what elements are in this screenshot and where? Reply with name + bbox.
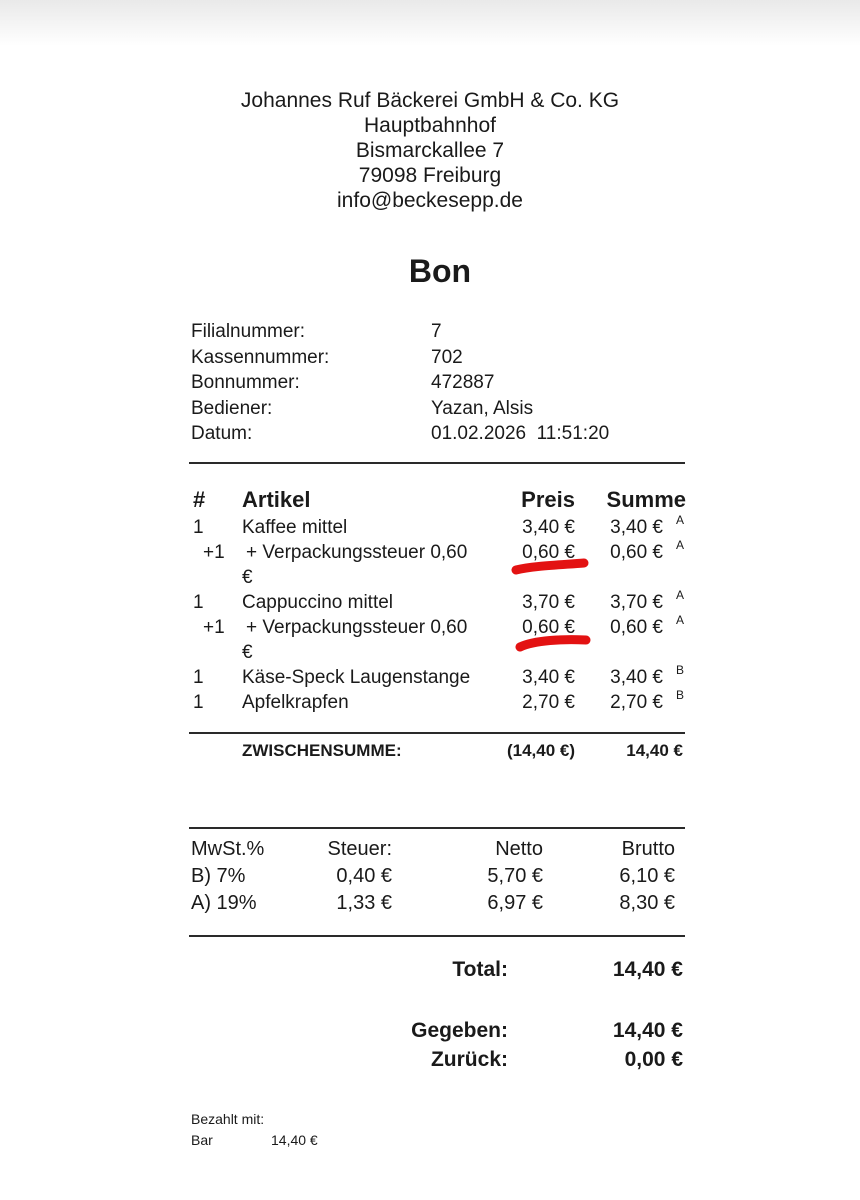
item-tax-code: B <box>676 688 685 702</box>
branch-name: Hauptbahnhof <box>364 114 496 137</box>
item-article-wrap: € <box>242 567 253 588</box>
item-price: 2,70 € <box>522 692 575 713</box>
info-row <box>191 421 609 447</box>
company-name: Johannes Ruf Bäckerei GmbH & Co. KG <box>240 89 620 112</box>
red-marker-highlight <box>513 630 593 654</box>
vat-rate: A) 19% <box>191 892 257 914</box>
given-value: 14,40 € <box>612 1019 683 1042</box>
item-price: 3,40 € <box>522 667 575 688</box>
item-article: Kaffee mittel <box>242 517 348 538</box>
info-value: 472887 <box>431 372 495 393</box>
payment-label: Bezahlt mit: <box>191 1111 265 1127</box>
divider <box>189 732 685 734</box>
item-sum: 3,40 € <box>610 517 663 538</box>
item-qty: 1 <box>193 592 204 613</box>
subtotal-price: (14,40 €) <box>506 741 575 760</box>
item-article: + Verpackungssteuer 0,60 <box>246 617 468 638</box>
info-row <box>191 396 609 422</box>
info-label: Bediener: <box>191 397 273 419</box>
item-row <box>191 615 691 665</box>
item-price: 3,40 € <box>522 517 575 538</box>
total-value: 14,40 € <box>612 958 683 981</box>
vat-gross: 6,10 € <box>619 865 675 887</box>
item-article-wrap: € <box>242 642 253 663</box>
vat-tax: 0,40 € <box>336 865 392 887</box>
top-shadow <box>0 0 860 46</box>
col-qty-header: # <box>193 487 206 512</box>
vat-header: Netto <box>495 838 543 860</box>
vat-row <box>191 890 691 917</box>
payment-method: Bar <box>191 1132 213 1148</box>
change-value: 0,00 € <box>624 1048 683 1071</box>
red-marker-highlight <box>510 555 590 577</box>
vat-rate: B) 7% <box>191 865 246 887</box>
item-sum: 3,70 € <box>610 592 663 613</box>
subtotal-sum: 14,40 € <box>626 741 683 760</box>
item-price: 0,60 € <box>522 542 575 563</box>
vat-header: MwSt.% <box>191 838 265 860</box>
info-value: 7 <box>431 321 442 342</box>
divider <box>189 935 685 937</box>
item-table <box>191 487 691 715</box>
item-row <box>191 590 691 615</box>
item-tax-code: A <box>676 538 685 552</box>
item-qty: 1 <box>193 517 204 538</box>
item-tax-code: A <box>676 613 685 627</box>
item-tax-code: A <box>676 588 685 602</box>
vat-net: 6,97 € <box>487 892 543 914</box>
item-price: 3,70 € <box>522 592 575 613</box>
city: 79098 Freiburg <box>358 164 502 187</box>
item-row <box>191 540 691 590</box>
vat-gross: 8,30 € <box>619 892 675 914</box>
vat-header: Brutto <box>621 838 675 860</box>
subtotal-label: ZWISCHENSUMME: <box>242 741 402 760</box>
item-tax-code: B <box>676 663 685 677</box>
item-sum: 2,70 € <box>610 692 663 713</box>
vat-header: Steuer: <box>327 838 392 860</box>
vat-header-row <box>191 836 691 863</box>
info-value: 702 <box>431 346 463 368</box>
email: info@beckesepp.de <box>337 189 523 212</box>
info-row <box>191 345 609 371</box>
store-header <box>0 88 860 213</box>
col-sum-header: Summe <box>606 487 686 512</box>
item-table-header <box>191 487 691 515</box>
payment-info <box>191 1109 318 1151</box>
item-qty: 1 <box>193 692 204 713</box>
vat-table <box>191 836 691 917</box>
info-row <box>191 319 609 345</box>
item-article: + Verpackungssteuer 0,60 <box>246 542 468 563</box>
item-article: Cappuccino mittel <box>242 592 394 613</box>
item-sum: 0,60 € <box>610 542 663 563</box>
item-tax-code: A <box>676 513 685 527</box>
payment-amount: 14,40 € <box>271 1132 318 1148</box>
vat-tax: 1,33 € <box>336 892 392 914</box>
subtotal-row <box>191 741 691 765</box>
receipt-title: Bon <box>408 253 472 289</box>
col-price-header: Preis <box>521 487 575 512</box>
item-sum: 3,40 € <box>610 667 663 688</box>
change-label: Zurück: <box>430 1048 508 1071</box>
payment-row <box>191 1130 318 1151</box>
col-article-header: Artikel <box>242 487 311 512</box>
info-label: Bonnummer: <box>191 372 300 393</box>
street-address: Bismarckallee 7 <box>355 139 505 162</box>
info-label: Kassennummer: <box>191 346 330 368</box>
vat-row <box>191 863 691 890</box>
item-article: Käse-Speck Laugenstange <box>242 667 471 688</box>
item-row <box>191 690 691 715</box>
given-label: Gegeben: <box>411 1019 508 1042</box>
vat-net: 5,70 € <box>487 865 543 887</box>
info-label: Datum: <box>191 423 253 444</box>
total-label: Total: <box>452 958 508 981</box>
item-price: 0,60 € <box>522 617 575 638</box>
info-row <box>191 370 609 396</box>
item-row <box>191 515 691 540</box>
item-sum: 0,60 € <box>610 617 663 638</box>
divider <box>189 462 685 464</box>
item-qty: +1 <box>203 542 225 563</box>
item-qty: +1 <box>203 617 225 638</box>
divider <box>189 827 685 829</box>
item-qty: 1 <box>193 667 204 688</box>
item-article: Apfelkrapfen <box>242 692 349 713</box>
item-row <box>191 665 691 690</box>
info-value: Yazan, Alsis <box>431 397 534 419</box>
info-label: Filialnummer: <box>191 321 306 342</box>
receipt-info <box>191 319 609 447</box>
info-value: 01.02.2026 11:51:20 <box>431 423 610 444</box>
